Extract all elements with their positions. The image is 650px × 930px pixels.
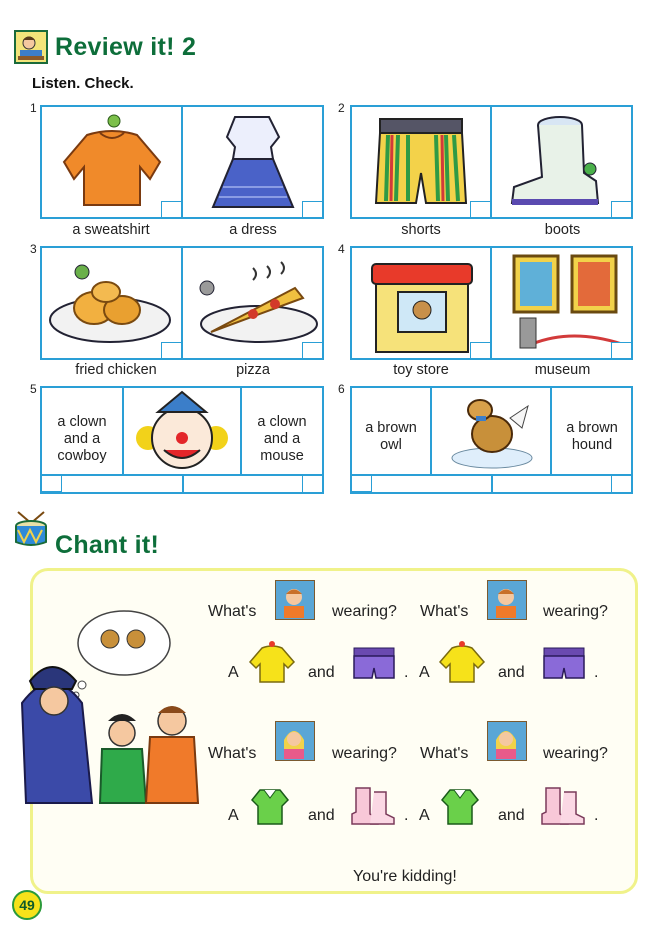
option-label: shorts [401, 222, 441, 238]
green-blouse-icon [438, 784, 482, 828]
item-number: 2 [338, 101, 345, 115]
check-box[interactable] [161, 342, 181, 358]
purple-shorts-icon [540, 644, 588, 684]
check-box[interactable] [470, 201, 490, 217]
hound-picture [430, 388, 552, 474]
closing-line: You're kidding! [353, 868, 457, 885]
chant-word: wearing? [543, 745, 608, 762]
option-text-left: a brown owl [365, 420, 417, 453]
chant-word: wearing? [543, 603, 608, 620]
chant-title: Chant it! [55, 531, 160, 559]
option-label: a sweatshirt [72, 222, 150, 238]
option-text-right: a brown hound [566, 420, 618, 453]
chant-word: A [419, 807, 430, 824]
police-and-kids-illustration [12, 603, 202, 813]
pink-boots-icon [348, 784, 396, 828]
item-number: 4 [338, 242, 345, 256]
instruction: Listen. Check. [32, 75, 134, 92]
girl-portrait-icon [487, 721, 527, 761]
option-label: fried chicken [75, 362, 157, 378]
option-label: boots [544, 222, 581, 238]
chant-word: A [228, 664, 239, 681]
divider [182, 474, 184, 492]
boy-at-desk-icon [14, 30, 48, 64]
chant-word: A [419, 664, 430, 681]
item-6-box [350, 386, 633, 494]
check-box[interactable] [352, 476, 372, 492]
option-label: pizza [236, 362, 270, 378]
item-number: 1 [30, 101, 37, 115]
clown-picture [122, 388, 242, 474]
option-label: a dress [229, 222, 277, 238]
chant-word: What's [208, 745, 257, 762]
boy-portrait-icon [275, 580, 315, 620]
chant-word: wearing? [332, 603, 397, 620]
drum-icon [12, 508, 50, 548]
option-text-left: a clown and a cowboy [57, 414, 107, 464]
check-box[interactable] [302, 476, 322, 492]
item-number: 5 [30, 382, 37, 396]
chant-word: A [228, 807, 239, 824]
item-number: 3 [30, 242, 37, 256]
check-box[interactable] [470, 342, 490, 358]
chant-word: What's [420, 745, 469, 762]
option-text-right: a clown and a mouse [257, 414, 307, 464]
page-number: 49 [19, 897, 35, 913]
review-title: Review it! 2 [55, 33, 197, 61]
check-box[interactable] [611, 201, 631, 217]
item-4-box [350, 246, 633, 360]
chant-word: What's [208, 603, 257, 620]
check-box[interactable] [302, 342, 322, 358]
chant-word: . [594, 664, 599, 681]
item-3-box [40, 246, 324, 360]
divider [491, 474, 493, 492]
girl-portrait-icon [275, 721, 315, 761]
page-number-badge [12, 890, 42, 920]
boy-portrait-icon [487, 580, 527, 620]
yellow-sweater-icon [438, 640, 486, 684]
yellow-sweater-icon [248, 640, 296, 684]
option-label: museum [534, 362, 591, 378]
chant-word: . [404, 664, 409, 681]
chant-word: What's [420, 603, 469, 620]
option-label: toy store [393, 362, 449, 378]
chant-word: . [404, 807, 409, 824]
chant-word: and [308, 807, 335, 824]
item-1-box [40, 105, 324, 219]
chant-word: and [308, 664, 335, 681]
item-5-box [40, 386, 324, 494]
pink-boots-icon [538, 784, 586, 828]
chant-word: and [498, 807, 525, 824]
item-number: 6 [338, 382, 345, 396]
check-box[interactable] [42, 476, 62, 492]
check-box[interactable] [611, 476, 631, 492]
review-icon [14, 30, 48, 64]
chant-word: . [594, 807, 599, 824]
purple-shorts-icon [350, 644, 398, 684]
check-box[interactable] [302, 201, 322, 217]
check-box[interactable] [161, 201, 181, 217]
chant-word: and [498, 664, 525, 681]
item-2-box [350, 105, 633, 219]
green-blouse-icon [248, 784, 292, 828]
chant-word: wearing? [332, 745, 397, 762]
check-box[interactable] [611, 342, 631, 358]
